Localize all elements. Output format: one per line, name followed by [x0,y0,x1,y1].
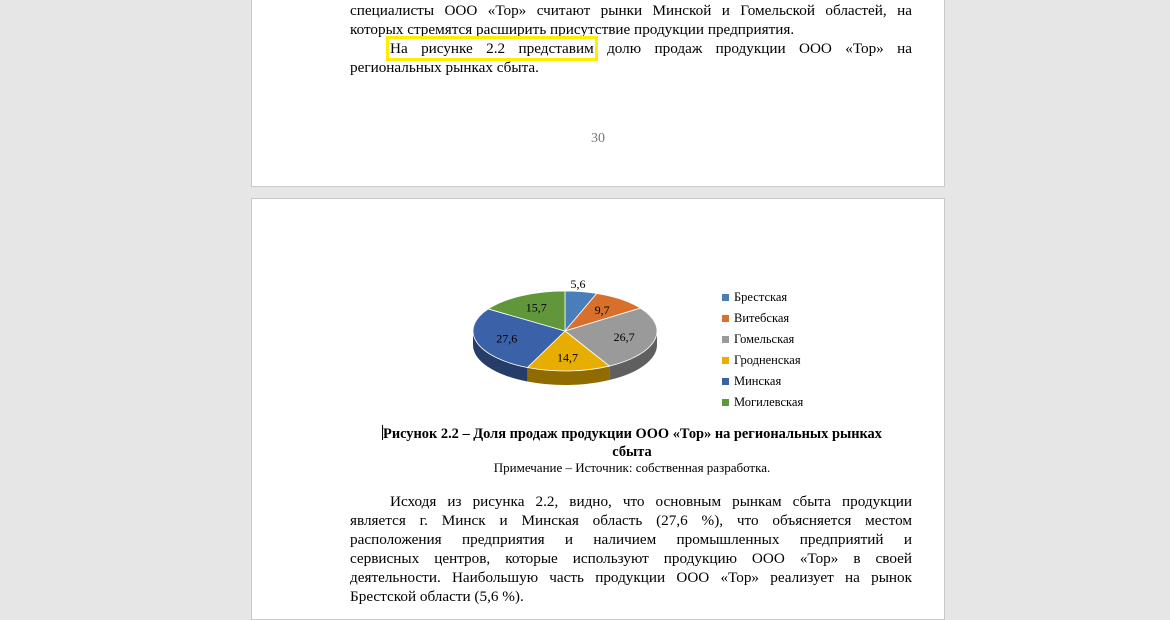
data-label-Гродненская: 14,7 [556,350,578,365]
legend-label: Брестская [734,290,788,304]
legend-swatch [722,294,729,301]
text-line: региональных рынках сбыта. [350,59,539,76]
chart-legend [722,287,803,413]
document-page-30 [251,0,945,187]
legend-swatch [722,315,729,322]
figure-title-line2: сбыта [612,444,652,460]
legend-label: Гомельская [734,332,795,346]
legend-swatch [722,378,729,385]
document-page-31 [251,198,945,620]
legend-label: Минская [734,374,782,388]
search-highlight[interactable]: На рисунке 2.2 представим [390,40,594,57]
text-line: является г. Минск и Минская область (27,6 %), что объясняется местом [350,512,912,529]
text-line: Брестской области (5,6 %). [350,588,524,605]
text-line: сервисных центров, которые используют продукцию ООО «Тор» в своей [350,550,912,567]
text-segment: долю продаж продукции ООО «Тор» на [607,40,912,57]
paragraph-figure-intro [350,39,912,77]
legend-swatch [722,336,729,343]
data-label-Витебская: 9,7 [594,303,610,318]
legend-item-Брестская [722,287,803,308]
legend-label: Могилевская [734,395,804,409]
paragraph-analysis [350,492,912,606]
data-label-Гомельская: 26,7 [613,330,635,345]
legend-item-Минская [722,371,803,392]
legend-label: Витебская [734,311,790,325]
legend-item-Могилевская [722,392,803,413]
legend-swatch [722,399,729,406]
figure-note: Примечание – Источник: собственная разработка. [493,460,771,475]
text-line: специалисты ООО «Тор» считают рынки Минской и Гомельской областей, на [350,2,912,19]
text-line: деятельности. Наибольшую часть продукции ООО «Тор» реализует на рынок [350,569,912,586]
data-label-Минская: 27,6 [496,331,518,346]
legend-item-Витебская [722,308,803,329]
page-number: 30 [591,131,605,146]
figure-title-line1: Рисунок 2.2 – Доля продаж продукции ООО «Тор» на региональных рынках [383,426,882,442]
pie-chart [452,269,872,409]
figure-caption [362,425,902,461]
paragraph-markets [350,1,912,39]
legend-item-Гродненская [722,350,803,371]
text-line: которых стремятся расширить присутствие продукции предприятия. [350,21,795,38]
legend-swatch [722,357,729,364]
text-line [350,39,912,58]
data-label-Могилевская: 15,7 [525,300,547,315]
text-line: расположения предприятия и наличием промышленных предприятий и [350,531,912,548]
legend-label: Гродненская [734,353,801,367]
data-label-Брестская: 5,6 [570,277,586,291]
text-line: Исходя из рисунка 2.2, видно, что основным рынкам сбыта продукции [390,493,912,510]
legend-item-Гомельская [722,329,803,350]
